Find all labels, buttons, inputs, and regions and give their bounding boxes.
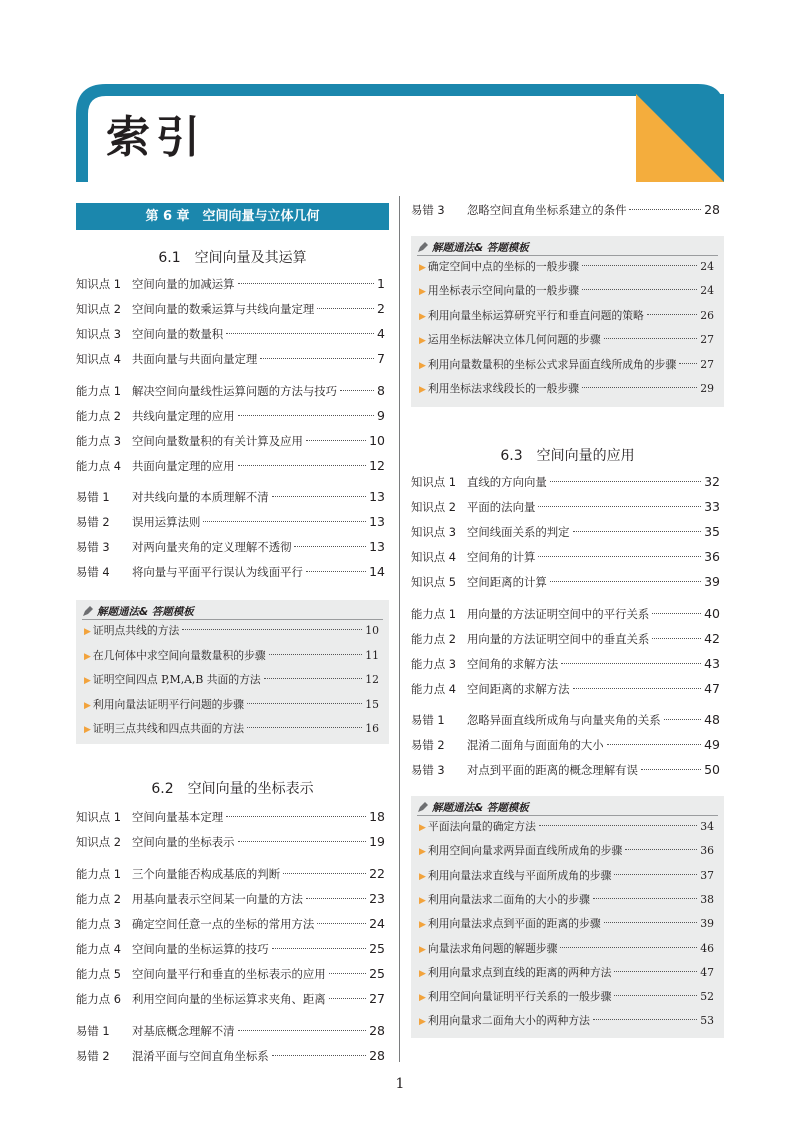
entry-text: 空间角的计算: [467, 550, 536, 564]
leader-dots: [664, 719, 701, 720]
leader-dots: [652, 613, 701, 614]
tips-item-page: 29: [700, 382, 714, 395]
tips-item[interactable]: [419, 380, 714, 398]
entry-tag: 易错 1: [76, 490, 110, 504]
entry-page: 36: [704, 549, 720, 564]
entry-text: 对基底概念理解不清: [132, 1024, 235, 1038]
entry-page: 24: [369, 916, 385, 931]
entry-text: 对点到平面的距离的概念理解有误: [467, 763, 638, 777]
entry-page: 23: [369, 891, 385, 906]
leader-dots: [593, 1019, 697, 1020]
entry-text: 用基向量表示空间某一向量的方法: [132, 892, 303, 906]
entry-tag: 知识点 1: [76, 810, 122, 824]
index-entry[interactable]: [76, 488, 385, 506]
leader-dots: [679, 363, 697, 364]
tips-item-text: 利用向量法求二面角的大小的步骤: [427, 892, 590, 906]
entry-text: 共面向量定理的应用: [132, 459, 235, 473]
entry-tag: 易错 3: [411, 763, 445, 777]
bullet-arrow-icon: ▶: [419, 847, 426, 858]
entry-page: 22: [369, 866, 385, 881]
tips-item[interactable]: [419, 1012, 714, 1030]
entry-text: 混淆平面与空间直角坐标系: [132, 1049, 269, 1063]
index-entry[interactable]: [411, 680, 720, 698]
leader-dots: [272, 948, 366, 949]
tips-box-6-2: [411, 236, 724, 407]
entry-tag: 易错 4: [76, 565, 110, 579]
tips-item-text: 确定空间中点的坐标的一般步骤: [427, 260, 580, 273]
leader-dots: [329, 998, 366, 999]
entry-text: 用向量的方法证明空间中的垂直关系: [467, 632, 650, 646]
tips-item-text: 利用向量求点到直线的距离的两种方法: [427, 965, 612, 979]
bullet-arrow-icon: ▶: [419, 287, 426, 298]
leader-dots: [647, 314, 697, 315]
entry-tag: 能力点 1: [411, 607, 457, 621]
index-entry[interactable]: [76, 990, 385, 1008]
tips-item[interactable]: [419, 818, 714, 836]
tips-item[interactable]: [419, 891, 714, 909]
bullet-arrow-icon: ▶: [419, 920, 426, 931]
leader-dots: [306, 440, 366, 441]
tips-item-text: 证明空间四点 P,M,A,B 共面的方法: [92, 673, 261, 686]
tips-item-page: 12: [365, 673, 379, 686]
bullet-arrow-icon: ▶: [419, 385, 426, 395]
bullet-arrow-icon: ▶: [419, 944, 426, 955]
entry-tag: 能力点 3: [76, 434, 122, 448]
index-entry[interactable]: [411, 498, 720, 516]
index-entry[interactable]: [76, 513, 385, 531]
entry-page: 40: [704, 606, 720, 621]
column-divider: [399, 196, 400, 1062]
entry-page: 48: [704, 712, 720, 727]
leader-dots: [593, 898, 697, 899]
index-entry[interactable]: [76, 538, 385, 556]
tips-item[interactable]: [419, 842, 714, 860]
entry-page: 1: [377, 276, 385, 291]
leader-dots: [294, 546, 366, 547]
leader-dots: [329, 973, 366, 974]
leader-dots: [629, 209, 701, 210]
entry-tag: 知识点 5: [411, 575, 457, 589]
entry-tag: 能力点 3: [411, 657, 457, 671]
tips-item-page: 10: [365, 624, 379, 637]
entry-tag: 易错 1: [411, 713, 445, 727]
tips-item-text: 利用向量数量积的坐标公式求异面直线所成角的步骤: [427, 357, 677, 371]
leader-dots: [582, 289, 697, 290]
entry-tag: 易错 3: [76, 540, 110, 554]
tips-item-page: 38: [700, 892, 714, 906]
leader-dots: [264, 678, 363, 679]
entry-text: 三个向量能否构成基底的判断: [132, 867, 281, 881]
bullet-arrow-icon: ▶: [84, 651, 91, 662]
entry-page: 19: [369, 834, 385, 849]
leader-dots: [641, 769, 701, 770]
tips-item-page: 24: [700, 284, 714, 298]
index-entry[interactable]: [76, 965, 385, 983]
leader-dots: [238, 283, 375, 284]
index-entry[interactable]: [76, 1047, 385, 1065]
index-entry[interactable]: [76, 350, 385, 368]
entry-page: 43: [704, 656, 720, 671]
leader-dots: [614, 971, 697, 972]
leader-dots: [652, 638, 701, 639]
entry-page: 9: [377, 408, 385, 423]
tips-item[interactable]: [419, 282, 714, 300]
index-entry[interactable]: [76, 325, 385, 343]
entry-tag: 能力点 5: [76, 967, 122, 981]
tips-box-rule: [417, 815, 718, 816]
entry-page: 49: [704, 737, 720, 752]
entry-text: 共面向量与共面向量定理: [132, 352, 258, 366]
leader-dots: [238, 465, 367, 466]
entry-page: 12: [369, 458, 385, 473]
entry-text: 空间距离的计算: [467, 575, 547, 589]
leader-dots: [306, 571, 366, 572]
index-entry[interactable]: [411, 523, 720, 541]
tips-box-rule: [82, 619, 383, 620]
bullet-arrow-icon: ▶: [419, 263, 426, 273]
entry-text: 对两向量夹角的定义理解不透彻: [132, 540, 292, 554]
tips-item[interactable]: [84, 671, 379, 689]
index-entry[interactable]: [76, 915, 385, 933]
entry-text: 平面的法向量: [467, 500, 536, 514]
bullet-arrow-icon: ▶: [84, 700, 91, 711]
index-entry[interactable]: [76, 382, 385, 400]
chapter-heading: 第 6 章 空间向量与立体几何: [76, 203, 389, 230]
bullet-arrow-icon: ▶: [419, 993, 426, 1004]
tips-item-text: 运用坐标法解决立体几何问题的步骤: [427, 333, 601, 347]
section-heading-6-2: 6.2 空间向量的坐标表示: [151, 781, 314, 797]
index-entry[interactable]: [76, 940, 385, 958]
entry-page: 18: [369, 809, 385, 824]
leader-dots: [340, 390, 374, 391]
tips-item-page: 53: [700, 1014, 714, 1028]
leader-dots: [226, 333, 374, 334]
leader-dots: [582, 265, 697, 266]
entry-text: 对共线向量的本质理解不清: [132, 490, 269, 504]
tips-box-6-3: [411, 796, 724, 1038]
leader-dots: [625, 849, 697, 850]
entry-tag: 易错 3: [411, 203, 445, 217]
tips-box-rule: [417, 255, 718, 256]
entry-text: 直线的方向向量: [467, 475, 547, 489]
entry-text: 利用空间向量的坐标运算求夹角、距离: [132, 992, 326, 1006]
tips-item-text: 利用向量法证明平行问题的步骤: [92, 697, 245, 711]
entry-text: 空间向量平行和垂直的坐标表示的应用: [132, 967, 326, 981]
entry-tag: 知识点 2: [76, 835, 122, 849]
tips-item[interactable]: [419, 258, 714, 276]
entry-text: 空间向量基本定理: [132, 810, 224, 824]
bullet-arrow-icon: ▶: [419, 871, 426, 882]
entry-tag: 能力点 2: [411, 632, 457, 646]
tips-item[interactable]: [84, 622, 379, 640]
tips-item[interactable]: [84, 696, 379, 714]
index-entry[interactable]: [76, 1022, 385, 1040]
leader-dots: [247, 727, 362, 728]
entry-page: 42: [704, 631, 720, 646]
index-entry[interactable]: [411, 736, 720, 754]
index-entry[interactable]: [411, 761, 720, 779]
bullet-arrow-icon: ▶: [419, 968, 426, 979]
tips-item-page: 16: [365, 722, 379, 735]
tips-item-text: 利用空间向量求两异面直线所成角的步骤: [427, 844, 623, 858]
entry-text: 混淆二面角与面面角的大小: [467, 738, 604, 752]
entry-tag: 易错 2: [76, 515, 110, 529]
bullet-arrow-icon: ▶: [419, 1017, 426, 1028]
bullet-arrow-icon: ▶: [419, 336, 426, 347]
leader-dots: [247, 703, 362, 704]
entry-page: 47: [704, 681, 720, 696]
leader-dots: [573, 531, 702, 532]
entry-tag: 能力点 1: [76, 867, 122, 881]
entry-tag: 知识点 1: [411, 475, 457, 489]
pencil-icon: [417, 801, 429, 813]
tips-item[interactable]: [84, 720, 379, 738]
tips-item-text: 利用向量法求直线与平面所成角的步骤: [427, 868, 612, 882]
pencil-icon: [82, 605, 94, 617]
leader-dots: [604, 338, 698, 339]
entry-tag: 知识点 2: [76, 302, 122, 316]
tips-box-6-1: [76, 600, 389, 744]
index-entry[interactable]: [411, 573, 720, 591]
tips-item[interactable]: [419, 940, 714, 958]
tips-box-header: [417, 799, 529, 815]
entry-page: 35: [704, 524, 720, 539]
entry-text: 空间向量的加减运算: [132, 277, 235, 291]
entry-text: 将向量与平面平行误认为线面平行: [132, 565, 303, 579]
entry-tag: 知识点 4: [76, 352, 122, 366]
entry-tag: 能力点 2: [76, 409, 122, 423]
entry-tag: 知识点 4: [411, 550, 457, 564]
entry-text: 空间距离的求解方法: [467, 682, 570, 696]
leader-dots: [560, 947, 697, 948]
entry-text: 空间线面关系的判定: [467, 525, 570, 539]
entry-tag: 易错 2: [76, 1049, 110, 1063]
index-entry[interactable]: [411, 655, 720, 673]
entry-page: 28: [704, 202, 720, 217]
tips-box-title: 解题通法& 答题模板: [97, 605, 194, 618]
entry-page: 32: [704, 474, 720, 489]
entry-tag: 知识点 2: [411, 500, 457, 514]
entry-page: 33: [704, 499, 720, 514]
tips-item-page: 52: [700, 990, 714, 1004]
tips-item-text: 在几何体中求空间向量数量积的步骤: [92, 648, 266, 662]
entry-text: 忽略空间直角坐标系建立的条件: [467, 203, 627, 217]
tips-item-page: 24: [700, 260, 714, 273]
tips-item-text: 证明三点共线和四点共面的方法: [92, 722, 245, 735]
entry-text: 用向量的方法证明空间中的平行关系: [467, 607, 650, 621]
tips-item[interactable]: [419, 915, 714, 933]
index-entry[interactable]: [411, 630, 720, 648]
leader-dots: [238, 841, 367, 842]
index-entry[interactable]: [76, 275, 385, 293]
tips-item-page: 47: [700, 965, 714, 979]
entry-text: 忽略异面直线所成角与向量夹角的关系: [467, 713, 661, 727]
tips-item-page: 27: [700, 357, 714, 371]
page-title: 索引: [106, 112, 206, 163]
tips-item-page: 15: [365, 697, 379, 711]
leader-dots: [226, 816, 366, 817]
tips-box-title: 解题通法& 答题模板: [432, 801, 529, 814]
leader-dots: [607, 744, 701, 745]
leader-dots: [604, 922, 698, 923]
tips-item-page: 34: [700, 820, 714, 833]
leader-dots: [269, 654, 363, 655]
leader-dots: [550, 581, 701, 582]
page-number: 1: [395, 1076, 405, 1092]
leader-dots: [561, 663, 701, 664]
entry-text: 共线向量定理的应用: [132, 409, 235, 423]
index-entry[interactable]: [76, 432, 385, 450]
tips-item-text: 利用向量坐标运算研究平行和垂直问题的策略: [427, 308, 644, 322]
tips-item-page: 27: [700, 333, 714, 347]
index-entry[interactable]: [411, 201, 720, 219]
index-entry[interactable]: [411, 548, 720, 566]
tips-item-page: 39: [700, 917, 714, 931]
tips-item-text: 利用向量法求点到平面的距离的步骤: [427, 917, 601, 931]
entry-page: 25: [369, 966, 385, 981]
index-entry[interactable]: [76, 457, 385, 475]
leader-dots: [283, 873, 366, 874]
leader-dots: [182, 629, 362, 630]
leader-dots: [306, 898, 366, 899]
tips-item-page: 37: [700, 868, 714, 882]
tips-item[interactable]: [419, 307, 714, 325]
entry-tag: 能力点 4: [411, 682, 457, 696]
tips-box-header: [417, 239, 529, 255]
tips-item-page: 11: [365, 648, 379, 662]
leader-dots: [582, 387, 697, 388]
leader-dots: [272, 1055, 366, 1056]
tips-item-page: 36: [700, 844, 714, 858]
tips-item[interactable]: [419, 988, 714, 1006]
leader-dots: [538, 556, 701, 557]
entry-tag: 知识点 3: [411, 525, 457, 539]
bullet-arrow-icon: ▶: [419, 823, 426, 833]
bullet-arrow-icon: ▶: [84, 725, 91, 735]
tips-item[interactable]: [419, 331, 714, 349]
leader-dots: [614, 995, 697, 996]
entry-page: 50: [704, 762, 720, 777]
tips-item-text: 用坐标表示空间向量的一般步骤: [427, 284, 580, 298]
entry-page: 7: [377, 351, 385, 366]
entry-page: 13: [369, 514, 385, 529]
entry-tag: 易错 1: [76, 1024, 110, 1038]
entry-page: 13: [369, 539, 385, 554]
entry-text: 空间向量的坐标表示: [132, 835, 235, 849]
tips-item-text: 利用向量求二面角大小的两种方法: [427, 1014, 590, 1028]
tips-item-text: 利用空间向量证明平行关系的一般步骤: [427, 990, 612, 1004]
leader-dots: [238, 1030, 367, 1031]
entry-text: 误用运算法则: [132, 515, 201, 529]
entry-page: 39: [704, 574, 720, 589]
index-entry[interactable]: [76, 808, 385, 826]
index-entry[interactable]: [76, 300, 385, 318]
entry-page: 8: [377, 383, 385, 398]
tips-box-title: 解题通法& 答题模板: [432, 241, 529, 254]
leader-dots: [573, 688, 702, 689]
entry-tag: 知识点 1: [76, 277, 122, 291]
leader-dots: [539, 825, 697, 826]
entry-page: 4: [377, 326, 385, 341]
tips-item[interactable]: [419, 356, 714, 374]
entry-page: 14: [369, 564, 385, 579]
tips-item-page: 46: [700, 941, 714, 955]
tips-box-header: [82, 603, 194, 619]
entry-text: 确定空间任意一点的坐标的常用方法: [132, 917, 315, 931]
leader-dots: [538, 506, 701, 507]
entry-page: 2: [377, 301, 385, 316]
entry-page: 28: [369, 1023, 385, 1038]
section-heading-6-1: 6.1 空间向量及其运算: [158, 250, 307, 266]
tips-item[interactable]: [419, 964, 714, 982]
leader-dots: [317, 308, 374, 309]
entry-tag: 能力点 3: [76, 917, 122, 931]
index-entry[interactable]: [76, 865, 385, 883]
bullet-arrow-icon: ▶: [419, 311, 426, 322]
leader-dots: [550, 481, 701, 482]
entry-tag: 知识点 3: [76, 327, 122, 341]
section-heading-6-3: 6.3 空间向量的应用: [500, 448, 635, 464]
tips-item-text: 向量法求角问题的解题步骤: [427, 941, 558, 955]
entry-page: 10: [369, 433, 385, 448]
index-entry[interactable]: [76, 563, 385, 581]
entry-tag: 能力点 4: [76, 459, 122, 473]
index-entry[interactable]: [411, 711, 720, 729]
entry-tag: 易错 2: [411, 738, 445, 752]
bullet-arrow-icon: ▶: [419, 360, 426, 371]
entry-tag: 能力点 4: [76, 942, 122, 956]
leader-dots: [260, 358, 374, 359]
tips-item-page: 26: [700, 308, 714, 322]
bullet-arrow-icon: ▶: [84, 627, 91, 637]
entry-tag: 能力点 6: [76, 992, 122, 1006]
tips-item-text: 平面法向量的确定方法: [427, 820, 536, 833]
leader-dots: [614, 874, 697, 875]
leader-dots: [317, 923, 366, 924]
entry-page: 28: [369, 1048, 385, 1063]
entry-text: 空间向量的坐标运算的技巧: [132, 942, 269, 956]
bullet-arrow-icon: ▶: [419, 895, 426, 906]
tips-item-text: 证明点共线的方法: [92, 624, 180, 637]
pencil-icon: [417, 241, 429, 253]
entry-tag: 能力点 1: [76, 384, 122, 398]
entry-text: 空间向量数量积的有关计算及应用: [132, 434, 303, 448]
index-entry[interactable]: [411, 605, 720, 623]
index-entry[interactable]: [76, 407, 385, 425]
entry-text: 解决空间向量线性运算问题的方法与技巧: [132, 384, 338, 398]
leader-dots: [272, 496, 366, 497]
entry-text: 空间向量的数乘运算与共线向量定理: [132, 302, 315, 316]
entry-page: 27: [369, 991, 385, 1006]
entry-text: 空间角的求解方法: [467, 657, 559, 671]
index-entry[interactable]: [76, 833, 385, 851]
tips-item[interactable]: [419, 867, 714, 885]
bullet-arrow-icon: ▶: [84, 676, 91, 686]
entry-page: 13: [369, 489, 385, 504]
leader-dots: [238, 415, 375, 416]
index-entry[interactable]: [411, 473, 720, 491]
index-entry[interactable]: [76, 890, 385, 908]
entry-tag: 能力点 2: [76, 892, 122, 906]
tips-item[interactable]: [84, 647, 379, 665]
entry-text: 空间向量的数量积: [132, 327, 224, 341]
leader-dots: [203, 521, 366, 522]
tips-item-text: 利用坐标法求线段长的一般步骤: [427, 382, 580, 395]
entry-page: 25: [369, 941, 385, 956]
